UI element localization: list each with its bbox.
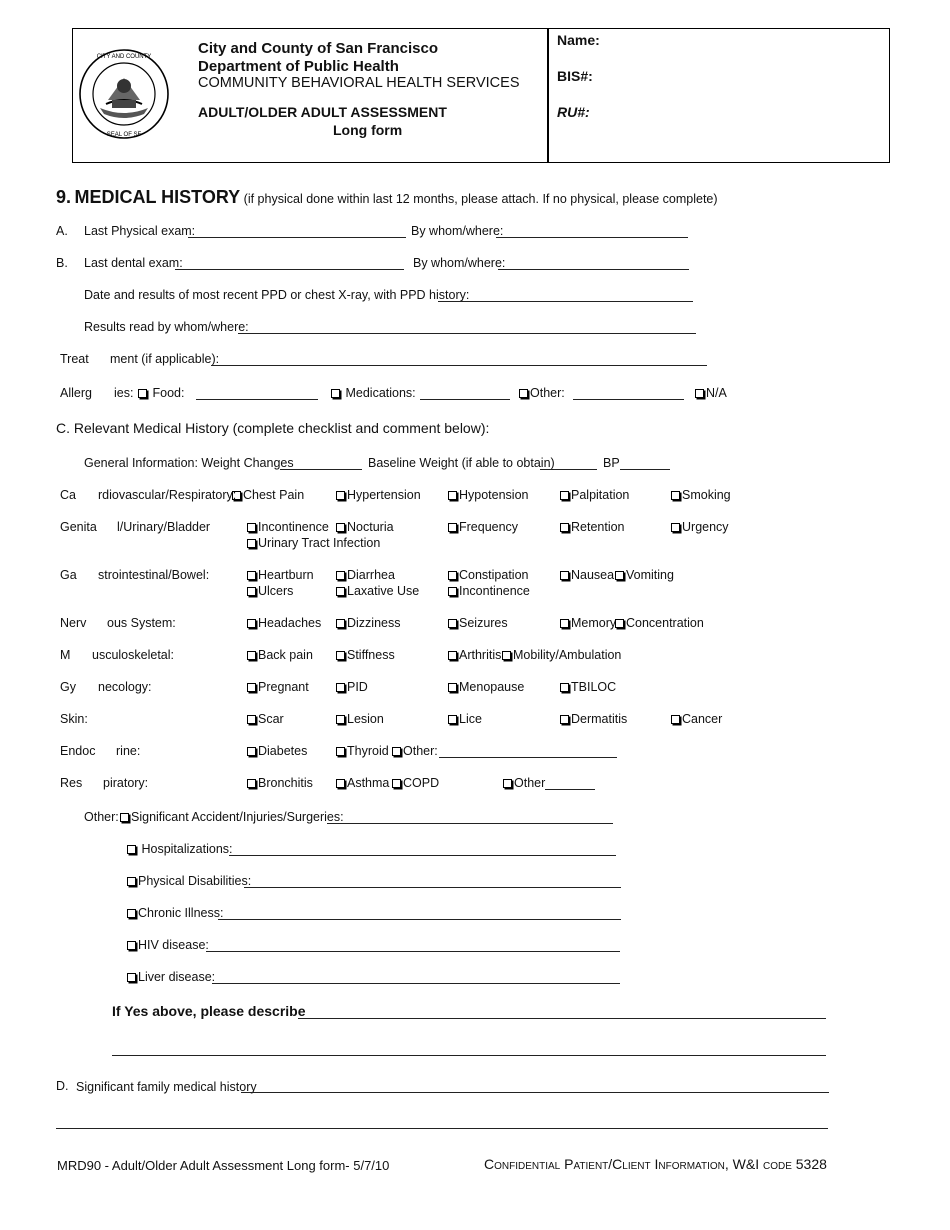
department-name: Department of Public Health xyxy=(198,58,399,75)
checkbox-icon xyxy=(127,941,136,950)
checkbox-label: Incontinence xyxy=(459,584,530,598)
concentration-checkbox[interactable] xyxy=(615,616,704,630)
checkbox-icon xyxy=(519,389,528,398)
baseline-weight-label: Baseline Weight (if able to obtain) xyxy=(368,456,555,470)
checkbox-label: Nocturia xyxy=(347,520,394,534)
checkbox-label: COPD xyxy=(403,776,440,790)
checkbox-label: Menopause xyxy=(459,680,525,694)
checkbox-label: Liver disease: xyxy=(138,970,216,984)
checkbox-label: Urinary Tract Infection xyxy=(258,536,381,550)
cardio-label-part2: rdiovascular/Respiratory: xyxy=(98,488,237,502)
gyn-label-part1: Gy xyxy=(60,680,76,694)
endo-other-checkbox[interactable] xyxy=(392,744,438,758)
family-history-input-line1[interactable] xyxy=(241,1092,829,1093)
checkbox-icon xyxy=(127,973,136,982)
cancer-checkbox[interactable] xyxy=(671,712,722,726)
checkbox-label: Arthritis xyxy=(459,648,502,662)
checkbox-label: Retention xyxy=(571,520,625,534)
vomiting-checkbox[interactable] xyxy=(615,568,674,582)
section-d-letter: D. xyxy=(56,1079,69,1093)
checkbox-icon xyxy=(560,523,569,532)
bp-input[interactable] xyxy=(620,469,670,470)
last-dental-label: Last dental exam: xyxy=(84,256,183,270)
bis-field-label[interactable]: BIS#: xyxy=(557,68,593,84)
results-label: Results read by whom/where: xyxy=(84,320,249,334)
treatment-label-part1: Treat xyxy=(60,352,89,366)
bp-label: BP xyxy=(603,456,620,470)
checkbox-label: Palpitation xyxy=(571,488,630,502)
checkbox-icon xyxy=(560,715,569,724)
headaches-checkbox[interactable] xyxy=(247,616,321,630)
ru-field-label[interactable]: RU#: xyxy=(557,104,590,120)
city-seal-icon xyxy=(78,48,170,140)
svg-text:SEAL OF SF: SEAL OF SF xyxy=(106,132,142,138)
ulcers-checkbox[interactable] xyxy=(247,584,293,598)
checkbox-icon xyxy=(247,587,256,596)
weight-changes-label: General Information: Weight Changes xyxy=(84,456,294,470)
hospitalizations-input[interactable] xyxy=(229,855,616,856)
nervous-label-part1: Nerv xyxy=(60,616,87,630)
checkbox-icon xyxy=(247,539,256,548)
checkbox-icon xyxy=(448,523,457,532)
checkbox-icon xyxy=(336,571,345,580)
checkbox-icon xyxy=(560,619,569,628)
gyn-label-part2: necology: xyxy=(98,680,152,694)
accidents-input[interactable] xyxy=(327,823,613,824)
results-input[interactable] xyxy=(238,333,696,334)
checkbox-icon xyxy=(336,491,345,500)
uti-checkbox[interactable] xyxy=(247,536,380,550)
gastro-label-part1: Ga xyxy=(60,568,77,582)
dental-by-whom-label: By whom/where: xyxy=(413,256,506,270)
checkbox-label: Physical Disabilities: xyxy=(138,874,252,888)
checkbox-label: Hypertension xyxy=(347,488,421,502)
other-lead-label: Other: xyxy=(84,810,119,824)
section-c-title: C. Relevant Medical History (complete checklist and comment below): xyxy=(56,420,490,436)
checkbox-icon xyxy=(448,651,457,660)
incontinence-bowel-checkbox[interactable] xyxy=(448,584,530,598)
line-a-letter: A. xyxy=(56,224,68,238)
checkbox-label: Significant Accident/Injuries/Surgeries: xyxy=(131,810,344,824)
allergy-other-checkbox[interactable] xyxy=(519,386,565,400)
checkbox-label: Concentration xyxy=(626,616,704,630)
header-box xyxy=(72,28,890,163)
dental-by-whom-input[interactable] xyxy=(498,269,689,270)
checkbox-label: Memory xyxy=(571,616,617,630)
checkbox-icon xyxy=(392,747,401,756)
tbiloc-checkbox[interactable] xyxy=(560,680,616,694)
hypotension-checkbox[interactable] xyxy=(448,488,529,502)
lesion-checkbox[interactable] xyxy=(336,712,384,726)
section-number: 9. xyxy=(56,187,72,207)
checkbox-icon xyxy=(247,715,256,724)
nocturia-checkbox[interactable] xyxy=(336,520,394,534)
checkbox-icon xyxy=(247,683,256,692)
allergy-meds-checkbox[interactable] xyxy=(331,386,416,400)
endo-label-part1: Endoc xyxy=(60,744,96,758)
checkbox-label: Stiffness xyxy=(347,648,395,662)
checkbox-icon xyxy=(615,571,624,580)
gastro-label-part2: strointestinal/Bowel: xyxy=(98,568,210,582)
checkbox-label: Constipation xyxy=(459,568,529,582)
allergy-na-label: N/A xyxy=(706,386,727,400)
checkbox-label: Frequency xyxy=(459,520,519,534)
checkbox-icon xyxy=(336,683,345,692)
urgency-checkbox[interactable] xyxy=(671,520,729,534)
checkbox-icon xyxy=(448,491,457,500)
thyroid-checkbox[interactable] xyxy=(336,744,389,758)
checkbox-icon xyxy=(448,587,457,596)
treatment-input[interactable] xyxy=(211,365,707,366)
musculo-label-part2: usculoskeletal: xyxy=(92,648,174,662)
checkbox-label: Vomiting xyxy=(626,568,674,582)
checkbox-icon xyxy=(331,389,340,398)
checkbox-label: Other xyxy=(514,776,546,790)
smoking-checkbox[interactable] xyxy=(671,488,731,502)
checkbox-label: Back pain xyxy=(258,648,313,662)
form-title: ADULT/OLDER ADULT ASSESSMENT xyxy=(198,104,447,120)
footer-form-id: MRD90 - Adult/Older Adult Assessment Long form- 5/7/10 xyxy=(57,1158,390,1173)
weight-changes-input[interactable] xyxy=(280,469,362,470)
form-subtitle: Long form xyxy=(333,122,403,138)
checkbox-label: PID xyxy=(347,680,368,694)
seizures-checkbox[interactable] xyxy=(448,616,508,630)
mobility-checkbox[interactable] xyxy=(502,648,621,662)
checkbox-icon xyxy=(127,845,136,854)
frequency-checkbox[interactable] xyxy=(448,520,518,534)
checkbox-icon xyxy=(336,779,345,788)
genito-label-part1: Genita xyxy=(60,520,97,534)
baseline-weight-input[interactable] xyxy=(540,469,597,470)
checkbox-icon xyxy=(448,619,457,628)
hiv-disease-input[interactable] xyxy=(206,951,620,952)
resp-label-part1: Res xyxy=(60,776,83,790)
incontinence-urinary-checkbox[interactable] xyxy=(247,520,329,534)
allergy-food-checkbox[interactable] xyxy=(138,386,184,400)
checkbox-icon xyxy=(448,571,457,580)
family-history-input-line2[interactable] xyxy=(56,1128,828,1129)
section-note: (if physical done within last 12 months, please attach. If no physical, please complete) xyxy=(243,192,718,206)
checkbox-icon xyxy=(247,571,256,580)
checkbox-icon xyxy=(336,715,345,724)
musculo-label-part1: M xyxy=(60,648,71,662)
checkbox-label: TBILOC xyxy=(571,680,617,694)
header-divider xyxy=(547,28,549,163)
family-history-label: Significant family medical history xyxy=(76,1080,257,1094)
allergies-label-part2: ies: xyxy=(114,386,134,400)
ppd-label: Date and results of most recent PPD or chest X-ray, with PPD history: xyxy=(84,288,470,302)
checkbox-label: Thyroid xyxy=(347,744,389,758)
arthritis-checkbox[interactable] xyxy=(448,648,501,662)
checkbox-icon xyxy=(247,747,256,756)
checkbox-label: Incontinence xyxy=(258,520,329,534)
checkbox-label: Dizziness xyxy=(347,616,401,630)
checkbox-icon xyxy=(247,651,256,660)
resp-label-part2: piratory: xyxy=(103,776,149,790)
checkbox-label: Hypotension xyxy=(459,488,529,502)
checkbox-icon xyxy=(336,651,345,660)
physical-disabilities-checkbox[interactable] xyxy=(127,874,251,888)
footer-confidential: Confidential Patient/Client Information, W&I code 5328 xyxy=(484,1156,827,1172)
retention-checkbox[interactable] xyxy=(560,520,625,534)
checkbox-label: Seizures xyxy=(459,616,508,630)
checkbox-icon xyxy=(671,523,680,532)
physical-by-whom-label: By whom/where: xyxy=(411,224,504,238)
checkbox-label: Urgency xyxy=(682,520,729,534)
checkbox-icon xyxy=(247,523,256,532)
describe-input-line1[interactable] xyxy=(298,1018,826,1019)
chronic-illness-input[interactable] xyxy=(218,919,621,920)
checkbox-icon xyxy=(232,491,241,500)
svg-text:CITY AND COUNTY: CITY AND COUNTY xyxy=(96,54,152,60)
resp-other-input[interactable] xyxy=(545,789,595,790)
checkbox-icon xyxy=(138,389,147,398)
memory-checkbox[interactable] xyxy=(560,616,616,630)
checkbox-icon xyxy=(336,587,345,596)
allergy-na-checkbox[interactable] xyxy=(695,386,727,400)
resp-other-checkbox[interactable] xyxy=(503,776,545,790)
checkbox-label: Lice xyxy=(459,712,482,726)
skin-label: Skin: xyxy=(60,712,88,726)
checkbox-label: Pregnant xyxy=(258,680,309,694)
liver-disease-checkbox[interactable] xyxy=(127,970,215,984)
genito-label-part2: l/Urinary/Bladder xyxy=(117,520,211,534)
checkbox-icon xyxy=(247,779,256,788)
checkbox-label: Other: xyxy=(403,744,438,758)
checkbox-icon xyxy=(671,491,680,500)
checkbox-label: Heartburn xyxy=(258,568,314,582)
nausea-checkbox[interactable] xyxy=(560,568,614,582)
accidents-checkbox[interactable] xyxy=(120,810,344,824)
chronic-illness-checkbox[interactable] xyxy=(127,906,223,920)
checkbox-icon xyxy=(503,779,512,788)
dermatitis-checkbox[interactable] xyxy=(560,712,627,726)
checkbox-icon xyxy=(247,619,256,628)
checkbox-icon xyxy=(671,715,680,724)
checkbox-label: Cancer xyxy=(682,712,723,726)
last-dental-input[interactable] xyxy=(175,269,404,270)
asthma-checkbox[interactable] xyxy=(336,776,389,790)
laxative-use-checkbox[interactable] xyxy=(336,584,419,598)
allergies-label-part1: Allerg xyxy=(60,386,92,400)
dizziness-checkbox[interactable] xyxy=(336,616,401,630)
physical-disabilities-input[interactable] xyxy=(244,887,621,888)
allergy-other-label: Other: xyxy=(530,386,565,400)
liver-disease-input[interactable] xyxy=(212,983,620,984)
nervous-label-part2: ous System: xyxy=(107,616,176,630)
checkbox-icon xyxy=(448,683,457,692)
stiffness-checkbox[interactable] xyxy=(336,648,395,662)
division-name: COMMUNITY BEHAVIORAL HEALTH SERVICES xyxy=(198,75,520,91)
bronchitis-checkbox[interactable] xyxy=(247,776,313,790)
checkbox-label: Ulcers xyxy=(258,584,294,598)
checkbox-icon xyxy=(560,491,569,500)
diabetes-checkbox[interactable] xyxy=(247,744,307,758)
ppd-input[interactable] xyxy=(438,301,693,302)
section-heading xyxy=(56,187,718,208)
checkbox-icon xyxy=(448,715,457,724)
endo-other-input[interactable] xyxy=(439,757,617,758)
last-physical-input[interactable] xyxy=(188,237,406,238)
checkbox-label: Dermatitis xyxy=(571,712,628,726)
allergy-food-label: Food: xyxy=(152,386,185,400)
checkbox-label: Diabetes xyxy=(258,744,308,758)
line-b-letter: B. xyxy=(56,256,68,270)
hospitalizations-checkbox[interactable] xyxy=(127,842,233,856)
heartburn-checkbox[interactable] xyxy=(247,568,314,582)
checkbox-label: Mobility/Ambulation xyxy=(513,648,622,662)
org-name: City and County of San Francisco xyxy=(198,40,439,57)
allergy-other-input[interactable] xyxy=(573,399,684,400)
back-pain-checkbox[interactable] xyxy=(247,648,313,662)
allergy-meds-label: Medications: xyxy=(345,386,416,400)
checkbox-icon xyxy=(695,389,704,398)
checkbox-label: Nausea xyxy=(571,568,615,582)
hiv-disease-checkbox[interactable] xyxy=(127,938,209,952)
pregnant-checkbox[interactable] xyxy=(247,680,309,694)
allergy-meds-input[interactable] xyxy=(420,399,510,400)
checkbox-label: HIV disease: xyxy=(138,938,209,952)
checkbox-icon xyxy=(560,683,569,692)
allergy-food-input[interactable] xyxy=(196,399,318,400)
checkbox-label: Hospitalizations: xyxy=(138,842,233,856)
checkbox-icon xyxy=(615,619,624,628)
checkbox-label: Diarrhea xyxy=(347,568,395,582)
palpitation-checkbox[interactable] xyxy=(560,488,629,502)
checkbox-icon xyxy=(336,523,345,532)
diarrhea-checkbox[interactable] xyxy=(336,568,395,582)
checkbox-icon xyxy=(127,877,136,886)
checkbox-icon xyxy=(392,779,401,788)
checkbox-label: Asthma xyxy=(347,776,390,790)
constipation-checkbox[interactable] xyxy=(448,568,529,582)
checkbox-icon xyxy=(336,619,345,628)
last-physical-label: Last Physical exam: xyxy=(84,224,196,238)
physical-by-whom-input[interactable] xyxy=(496,237,688,238)
chest-pain-checkbox[interactable] xyxy=(232,488,304,502)
name-field-label[interactable]: Name: xyxy=(557,32,600,48)
scar-checkbox[interactable] xyxy=(247,712,284,726)
checkbox-icon xyxy=(560,571,569,580)
checkbox-label: Headaches xyxy=(258,616,322,630)
section-title: MEDICAL HISTORY xyxy=(74,187,241,207)
checkbox-label: Chronic Illness: xyxy=(138,906,224,920)
cardio-label-part1: Ca xyxy=(60,488,76,502)
menopause-checkbox[interactable] xyxy=(448,680,524,694)
checkbox-label: Smoking xyxy=(682,488,731,502)
describe-label: If Yes above, please describe xyxy=(112,1003,306,1019)
hypertension-checkbox[interactable] xyxy=(336,488,421,502)
checkbox-label: Lesion xyxy=(347,712,384,726)
checkbox-icon xyxy=(127,909,136,918)
endo-label-part2: rine: xyxy=(116,744,141,758)
checkbox-label: Chest Pain xyxy=(243,488,305,502)
treatment-label-part2: ment (if applicable): xyxy=(110,352,220,366)
checkbox-icon xyxy=(120,813,129,822)
pid-checkbox[interactable] xyxy=(336,680,368,694)
copd-checkbox[interactable] xyxy=(392,776,439,790)
describe-input-line2[interactable] xyxy=(112,1055,826,1056)
lice-checkbox[interactable] xyxy=(448,712,482,726)
checkbox-icon xyxy=(336,747,345,756)
checkbox-label: Laxative Use xyxy=(347,584,420,598)
checkbox-label: Bronchitis xyxy=(258,776,313,790)
checkbox-label: Scar xyxy=(258,712,284,726)
checkbox-icon xyxy=(502,651,511,660)
